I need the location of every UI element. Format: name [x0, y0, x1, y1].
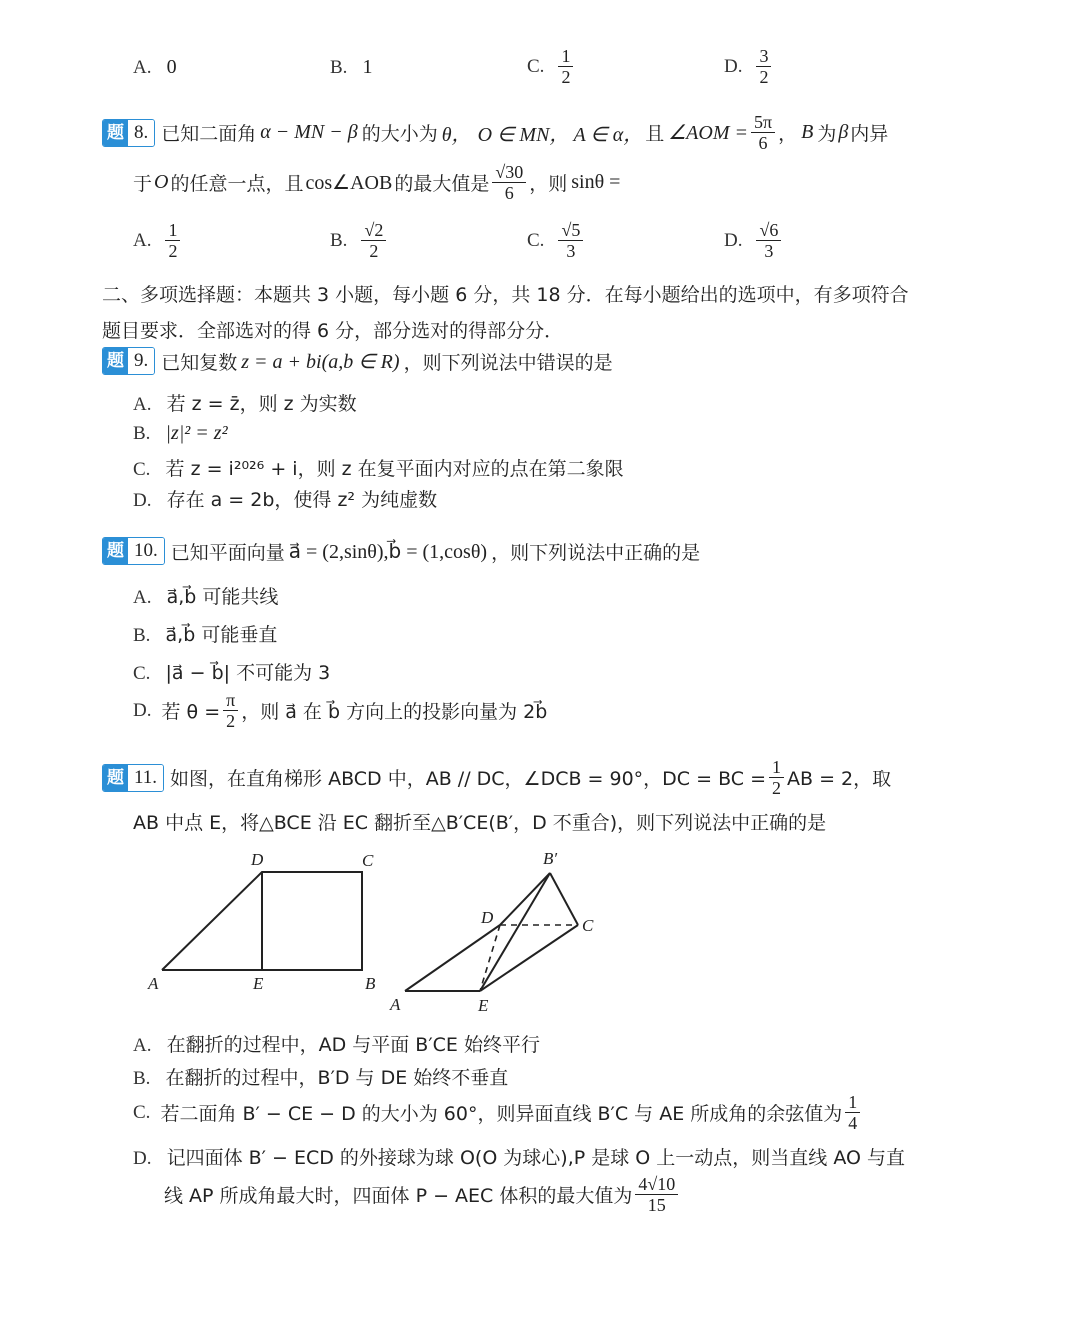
- q8-text: ，: [778, 123, 798, 145]
- option-text: 若二面角 B′ − CE − D 的大小为 60°，则异面直线 B′C 与 AE 所成角的余弦值为: [160, 1103, 843, 1125]
- option-letter: B.: [330, 229, 348, 251]
- option-letter: B.: [133, 625, 151, 646]
- option-letter: A.: [133, 1035, 152, 1056]
- option-letter: D.: [133, 1148, 152, 1169]
- q8-option-a: [133, 220, 183, 261]
- q8-fraction: $\frac{√30}{6}$: [492, 162, 526, 203]
- q7-option-c: [527, 46, 576, 87]
- option-letter: C.: [527, 55, 545, 77]
- option-value: 1: [362, 56, 373, 78]
- option-letter: D.: [724, 229, 743, 251]
- q7-option-d: [724, 46, 774, 87]
- option-text: |z|² = z²: [165, 422, 228, 444]
- option-fraction: $\frac{\pi}{2}$: [223, 690, 238, 731]
- option-text: |a⃗ − b⃗| 不可能为 3: [165, 662, 331, 684]
- option-text: 若 z = z̄，则 z 为实数: [166, 393, 357, 415]
- label-a: A: [390, 995, 401, 1014]
- q11-text: AB = 2，取: [787, 768, 892, 790]
- label-c: C: [582, 916, 594, 935]
- q7-option-a: [133, 56, 177, 79]
- q11-option-d: [133, 1143, 905, 1170]
- q11-option-b: [133, 1063, 508, 1090]
- section-heading-line2: 题目要求．全部选对的得 6 分，部分选对的得部分分．: [102, 320, 564, 342]
- option-text: 记四面体 B′ − ECD 的外接球为球 O(O 为球心),P 是球 O 上一动点，则当直线 AO 与直: [166, 1147, 905, 1169]
- q8-math: sinθ =: [571, 171, 621, 193]
- q9-option-d: [133, 485, 437, 512]
- q9-math: z = a + bi(a,b ∈ R): [241, 350, 400, 373]
- q8-option-b: [330, 220, 389, 261]
- label-a: A: [148, 974, 159, 993]
- q8-text: ，则: [529, 173, 568, 195]
- q8-option-c: [527, 220, 586, 261]
- option-text: 线 AP 所成角最大时，四面体 P − AEC 体积的最大值为: [164, 1185, 633, 1207]
- q8-text: 已知二面角: [161, 123, 257, 145]
- q11-fraction: $\frac{1}{2}$: [769, 757, 784, 798]
- q8-math: O: [154, 171, 169, 193]
- segment-ec: [480, 925, 578, 991]
- q11-line-1: [102, 757, 891, 798]
- q10-stem: [102, 537, 700, 565]
- q7-option-b: [330, 56, 373, 79]
- option-text: 若 z = i²⁰²⁶ + i，则 z 在复平面内对应的点在第二象限: [165, 458, 624, 480]
- label-d: D: [251, 850, 264, 869]
- option-text: 存在 a = 2b，使得 z² 为纯虚数: [166, 489, 438, 511]
- q11-option-d-line2: [164, 1174, 681, 1215]
- q9-text: ，则下列说法中错误的是: [403, 351, 613, 374]
- q8-text: 的大小为: [361, 123, 438, 145]
- segment-de-hidden: [480, 925, 500, 991]
- q10-option-d: [133, 690, 547, 731]
- segment-b-d: [500, 873, 550, 925]
- question-badge: 题 8.: [102, 119, 155, 147]
- option-text: a⃗,b⃗ 可能共线: [166, 586, 279, 608]
- figure-folded: [385, 845, 615, 1020]
- q8-line-1: [102, 112, 888, 153]
- label-b: B: [365, 974, 376, 993]
- option-letter: A.: [133, 57, 152, 78]
- q9-option-c: [133, 454, 624, 481]
- label-e: E: [253, 974, 264, 993]
- q11-option-c: [133, 1092, 863, 1133]
- option-letter: C.: [133, 459, 151, 480]
- q8-math: β: [838, 121, 849, 143]
- q9-text: 已知复数: [161, 351, 238, 374]
- option-letter: B.: [330, 57, 348, 78]
- option-text: 在翻折的过程中，AD 与平面 B′CE 始终平行: [166, 1034, 540, 1056]
- option-fraction: $\frac{1}{2}$: [165, 220, 180, 261]
- option-fraction: $\frac{√2}{2}$: [361, 220, 386, 261]
- option-fraction: $\frac{3}{2}$: [756, 46, 771, 87]
- q8-math: B: [801, 121, 814, 143]
- q8-text: 于: [133, 173, 153, 195]
- option-text: 若 θ =: [161, 701, 221, 723]
- q8-fraction: $\frac{5\pi}{6}$: [751, 112, 775, 153]
- q10-option-a: [133, 582, 278, 609]
- q8-option-d: [724, 220, 784, 261]
- option-letter: A.: [133, 587, 152, 608]
- question-badge: 题 11.: [102, 764, 164, 792]
- option-letter: C.: [133, 663, 151, 684]
- q8-text: 内异: [850, 123, 889, 145]
- option-fraction: $\frac{√6}{3}$: [756, 220, 781, 261]
- q8-text: 的最大值是: [394, 173, 490, 195]
- q8-math: A ∈ α，: [573, 124, 644, 146]
- q9-stem: [102, 347, 613, 375]
- q11-option-a: [133, 1030, 540, 1057]
- option-letter: B.: [133, 1068, 151, 1089]
- option-letter: D.: [724, 55, 743, 77]
- option-letter: D.: [133, 699, 152, 721]
- q9-option-b: [133, 422, 228, 445]
- option-letter: A.: [133, 229, 152, 251]
- option-fraction: $\frac{4√10}{15}$: [635, 1174, 678, 1215]
- segment-b-c: [550, 873, 578, 925]
- q8-math: θ，: [441, 124, 472, 146]
- option-fraction: $\frac{1}{4}$: [845, 1092, 860, 1133]
- q10-option-c: [133, 658, 330, 685]
- label-c: C: [362, 851, 374, 870]
- q8-text: 为: [817, 123, 837, 145]
- q8-text: 的任意一点，且: [170, 173, 304, 195]
- option-fraction: $\frac{√5}{3}$: [558, 220, 583, 261]
- option-letter: C.: [527, 229, 545, 251]
- label-d: D: [481, 908, 494, 927]
- q8-line-2: [133, 162, 620, 203]
- option-text: a⃗,b⃗ 可能垂直: [165, 624, 278, 646]
- q8-math: α − MN − β: [260, 121, 358, 143]
- label-b-prime: B′: [543, 849, 558, 868]
- option-letter: D.: [133, 490, 152, 511]
- option-text: 在翻折的过程中，B′D 与 DE 始终不垂直: [165, 1067, 509, 1089]
- q8-math: ∠AOM =: [668, 122, 748, 144]
- option-value: 0: [166, 56, 177, 78]
- q10-option-b: [133, 620, 277, 647]
- section-heading: 二、多项选择题：本题共 3 小题，每小题 6 分，共 18 分．在每小题给出的选项中，有多项符合: [102, 284, 909, 306]
- q10-text: 已知平面向量: [170, 541, 285, 564]
- label-e: E: [478, 996, 489, 1015]
- option-text: ，则 a⃗ 在 b⃗ 方向上的投影向量为 2b⃗: [241, 701, 548, 723]
- option-letter: C.: [133, 1101, 151, 1123]
- q8-math: cos∠AOB: [305, 172, 393, 194]
- q11-text: 如图，在直角梯形 ABCD 中，AB // DC，∠DCB = 90°，DC = BC =: [170, 768, 766, 790]
- option-fraction: $\frac{1}{2}$: [558, 46, 573, 87]
- question-badge: 题 10.: [102, 537, 165, 565]
- q9-option-a: [133, 389, 357, 416]
- q8-text: 且: [645, 123, 665, 145]
- q8-math: O ∈ MN，: [477, 124, 570, 146]
- q10-text: ，则下列说法中正确的是: [491, 541, 701, 564]
- question-badge: 题 9.: [102, 347, 155, 375]
- figure-trapezoid: [140, 845, 390, 995]
- q10-math: a⃗ = (2,sinθ),b⃗ = (1,cosθ): [288, 540, 488, 563]
- option-letter: B.: [133, 423, 151, 444]
- q11-line-2: AB 中点 E，将△BCE 沿 EC 翻折至△B′CE(B′，D 不重合)，则下列说法中正确的是: [133, 812, 827, 834]
- option-letter: A.: [133, 394, 152, 415]
